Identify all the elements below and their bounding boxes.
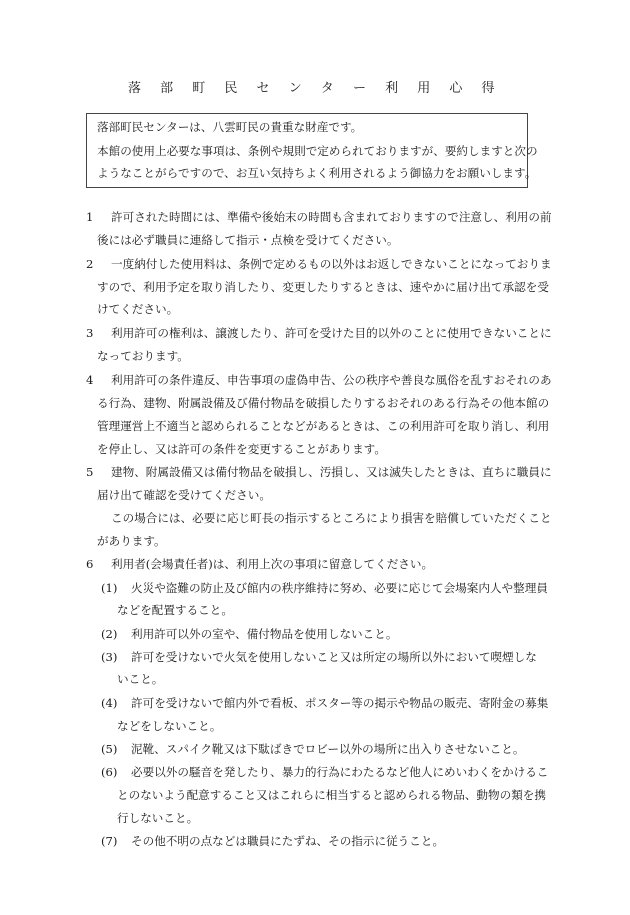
subrule-number: (2) bbox=[101, 627, 118, 641]
rule-text: があります。 bbox=[97, 534, 166, 548]
subrule-number: (5) bbox=[101, 742, 118, 756]
rule-text: けてください。 bbox=[97, 302, 179, 316]
subrule-number: (3) bbox=[101, 650, 118, 664]
rule-text: を停止し、又は許可の条件を変更することがあります。 bbox=[97, 442, 386, 456]
subrule-number: (1) bbox=[101, 581, 118, 595]
rule-number: 6 bbox=[86, 557, 94, 571]
subrule-text: 許可を受けないで火気を使用しないこと又は所定の場所以外において喫煙しな bbox=[131, 650, 537, 664]
subrule-text: などをしないこと。 bbox=[117, 719, 222, 733]
rule-text: すので、利用予定を取り消したり、変更したりするときは、速やかに届け出て承認を受 bbox=[97, 280, 549, 294]
subrule-text: 泥靴、スパイク靴又は下駄ばきでロビー以外の場所に出入りさせないこと。 bbox=[131, 742, 525, 756]
subrule-number: (6) bbox=[101, 765, 118, 779]
subrule-text: 行しないこと。 bbox=[117, 811, 199, 825]
rule-text: 管理運営上不適当と認められることなどがあるときは、この利用許可を取り消し、利用 bbox=[97, 419, 550, 433]
subrule-text: 利用許可以外の室や、備付物品を使用しないこと。 bbox=[131, 627, 398, 641]
rule-number: 5 bbox=[86, 465, 94, 479]
rule-number: 4 bbox=[86, 373, 94, 387]
rule-number: 3 bbox=[86, 326, 94, 340]
rule-text: なっております。 bbox=[97, 349, 189, 363]
subrule-number: (7) bbox=[101, 834, 118, 848]
rule-text: 利用許可の権利は、譲渡したり、許可を受けた目的以外のことに使用できないことに bbox=[111, 326, 552, 340]
subrule-text: その他不明の点などは職員にたずね、その指示に従うこと。 bbox=[131, 834, 445, 848]
subrule-text: 必要以外の騒音を発したり、暴力的行為にわたるなど他人にめいわくをかけるこ bbox=[131, 765, 549, 779]
rule-text: この場合には、必要に応じ町長の指示するところにより損害を賠償していただくこと bbox=[111, 511, 552, 525]
rule-text: 利用者(会場責任者)は、利用上次の事項に留意してください。 bbox=[111, 557, 434, 571]
rule-text: 建物、附属設備又は備付物品を破損し、汚損し、又は滅失したときは、直ちに職員に bbox=[111, 465, 552, 479]
page-title: 落 部 町 民 セ ン タ ー 利 用 心 得 bbox=[128, 81, 502, 96]
subrule-text: 火災や盗難の防止及び館内の秩序維持に努め、必要に応じて会場案内人や整理員 bbox=[131, 581, 548, 595]
subrule-text: などを配置すること。 bbox=[117, 603, 233, 617]
rule-text: る行為、建物、附属設備及び備付物品を破損したりするおそれのある行為その他本館の bbox=[97, 396, 550, 410]
rule-text: 利用許可の条件違反、申告事項の虚偽申告、公の秩序や善良な風俗を乱すおそれのあ bbox=[111, 373, 552, 387]
subrule-number: (4) bbox=[101, 696, 118, 710]
rule-text: 届け出て確認を受けてください。 bbox=[97, 488, 271, 502]
intro-line: ようなことがらですので、お互い気持ちよく利用されるよう御協力をお願いします。 bbox=[97, 166, 537, 180]
rule-number: 2 bbox=[86, 257, 94, 271]
subrule-text: 許可を受けないで館内外で看板、ポスター等の掲示や物品の販売、寄附金の募集 bbox=[131, 696, 549, 710]
intro-line: 落部町民センターは、八雲町民の貴重な財産です。 bbox=[97, 120, 363, 134]
subrule-text: いこと。 bbox=[117, 672, 164, 686]
intro-line: 本館の使用上必要な事項は、条例や規則で定められておりますが、要約しますと次の bbox=[97, 144, 538, 158]
rule-text: 一度納付した使用料は、条例で定めるもの以外はお返しできないことになっておりま bbox=[111, 257, 552, 271]
rule-text: 後には必ず職員に連絡して指示・点検を受けてください。 bbox=[97, 233, 399, 247]
rule-text: 許可された時間には、準備や後始末の時間も含まれておりますので注意し、利用の前 bbox=[111, 210, 552, 224]
rule-number: 1 bbox=[86, 210, 94, 224]
subrule-text: とのないよう配意すること又はこれらに相当すると認められる物品、動物の類を携 bbox=[117, 788, 546, 802]
